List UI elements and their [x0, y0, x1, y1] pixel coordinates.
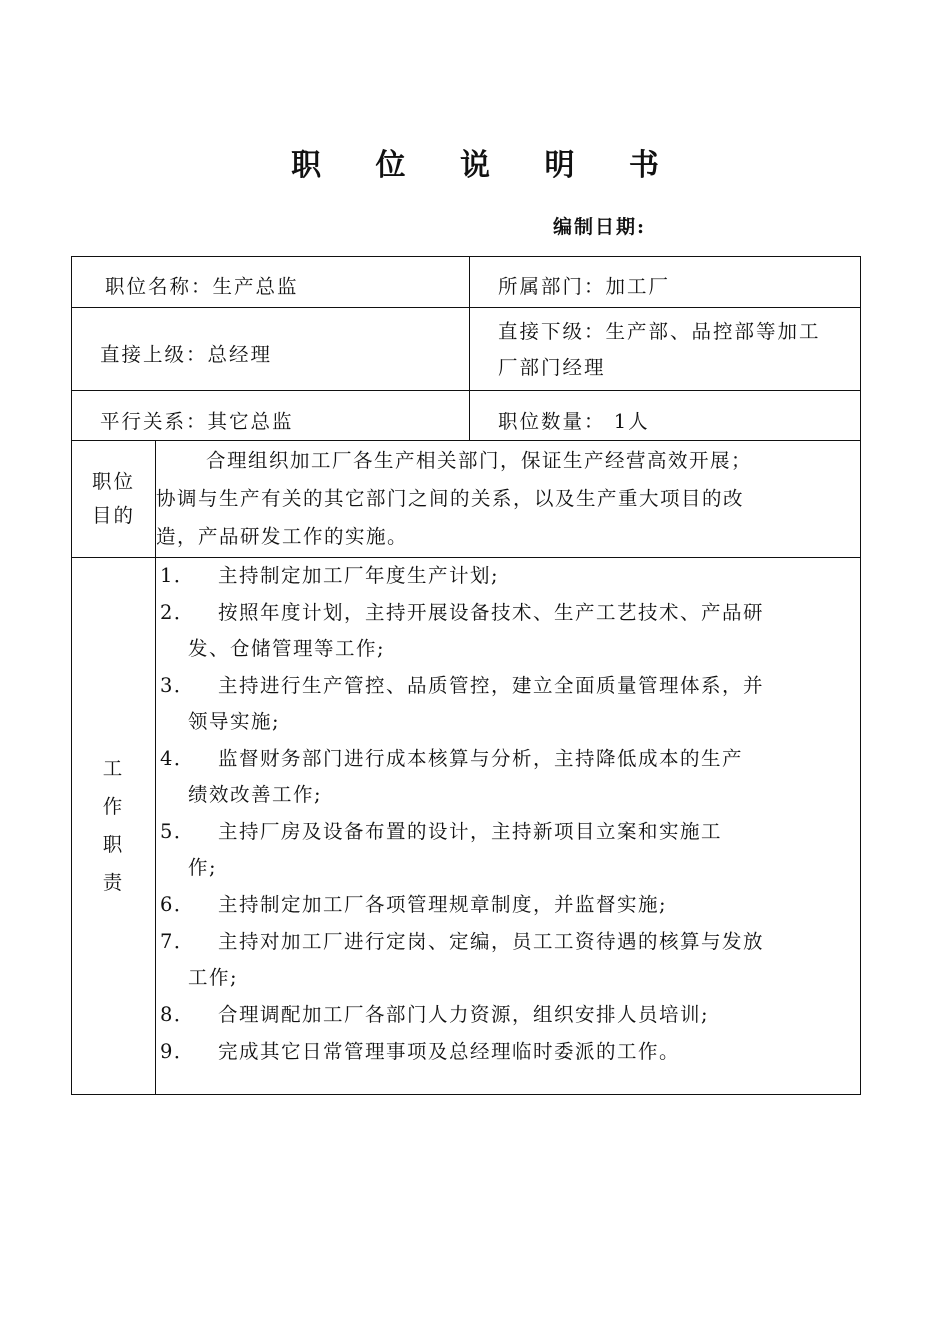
headcount-cell [470, 391, 861, 441]
purpose-label-line1: 职位 [91, 470, 135, 493]
row-purpose [72, 441, 861, 558]
position-name-value: 生产总监 [212, 275, 299, 298]
date-label: 编制日期: [553, 216, 647, 238]
duty-item [156, 741, 860, 813]
duties-label-char: 工 [102, 757, 125, 780]
purpose-line1: 合理组织加工厂各生产相关部门，保证生产经营高效开展； [206, 449, 753, 472]
peer-label: 平行关系： [100, 409, 208, 433]
duty-text-line1: 按照年度计划，主持开展设备技术、生产工艺技术、产品研 [218, 601, 765, 624]
subordinate-label: 直接下级： [498, 320, 606, 343]
duty-item [156, 558, 860, 594]
row-reporting [72, 308, 861, 391]
purpose-text-cell [156, 441, 861, 558]
peer-cell [72, 391, 470, 441]
duty-number: 2． [160, 601, 195, 624]
duty-text-line2: 作; [188, 856, 218, 879]
subordinate-value-line1: 生产部、品控部等加工 [605, 320, 821, 343]
duty-text-line1: 主持制定加工厂各项管理规章制度，并监督实施; [218, 893, 668, 916]
subordinate-cell [470, 308, 861, 391]
duty-text-line2: 发、仓储管理等工作; [188, 637, 386, 660]
headcount-label: 职位数量： [498, 409, 606, 433]
row-peer [72, 391, 861, 441]
department-value: 加工厂 [605, 275, 671, 298]
duty-item [156, 887, 860, 923]
row-duties [72, 558, 861, 1095]
duty-number: 8． [160, 1003, 195, 1026]
duties-label-char: 职 [102, 833, 125, 856]
superior-cell [72, 308, 470, 391]
duty-number: 3． [160, 674, 195, 697]
department-cell [470, 257, 861, 308]
duty-number: 9． [160, 1040, 195, 1063]
duty-text-line1: 完成其它日常管理事项及总经理临时委派的工作。 [218, 1040, 681, 1063]
duty-text-line1: 主持厂房及设备布置的设计，主持新项目立案和实施工 [218, 820, 723, 843]
duty-number: 6． [160, 893, 195, 916]
headcount-value: 1人 [605, 409, 650, 433]
duty-item [156, 1034, 860, 1070]
duty-number: 5． [160, 820, 195, 843]
duty-text-line2: 绩效改善工作; [188, 783, 323, 806]
duties-label-cell [72, 558, 156, 1095]
superior-value: 总经理 [207, 343, 273, 366]
superior-label: 直接上级： [100, 343, 208, 366]
purpose-line2: 协调与生产有关的其它部门之间的关系，以及生产重大项目的改 [156, 487, 745, 510]
duty-item [156, 595, 860, 667]
duty-number: 7． [160, 930, 195, 953]
duty-item [156, 668, 860, 740]
duty-number: 4． [160, 747, 195, 770]
duty-text-line2: 领导实施; [188, 710, 281, 733]
duty-text-line1: 监督财务部门进行成本核算与分析，主持降低成本的生产 [218, 747, 744, 770]
duty-item [156, 924, 860, 996]
department-label: 所属部门： [498, 275, 606, 298]
duty-item [156, 997, 860, 1033]
duty-number: 1． [160, 564, 195, 587]
duties-list [156, 558, 861, 1095]
duties-label-char: 责 [102, 871, 125, 894]
position-name-cell [72, 257, 470, 308]
purpose-label-line2: 目的 [91, 504, 135, 527]
purpose-line3: 造，产品研发工作的实施。 [156, 525, 409, 548]
purpose-label-cell [72, 441, 156, 558]
document-title: 职 位 说 明 书 [291, 148, 681, 183]
duties-label-char: 作 [102, 795, 125, 818]
duty-text-line1: 主持对加工厂进行定岗、定编，员工工资待遇的核算与发放 [218, 930, 765, 953]
job-description-table [71, 256, 861, 1095]
duty-item [156, 814, 860, 886]
duty-text-line2: 工作; [188, 966, 239, 989]
subordinate-value-line2: 厂部门经理 [498, 356, 606, 379]
row-position [72, 257, 861, 308]
duty-text-line1: 主持进行生产管控、品质管控，建立全面质量管理体系，并 [218, 674, 765, 697]
position-name-label: 职位名称： [105, 275, 213, 298]
duty-text-line1: 主持制定加工厂年度生产计划; [218, 564, 500, 587]
duty-text-line1: 合理调配加工厂各部门人力资源，组织安排人员培训; [218, 1003, 710, 1026]
peer-value: 其它总监 [207, 409, 294, 433]
